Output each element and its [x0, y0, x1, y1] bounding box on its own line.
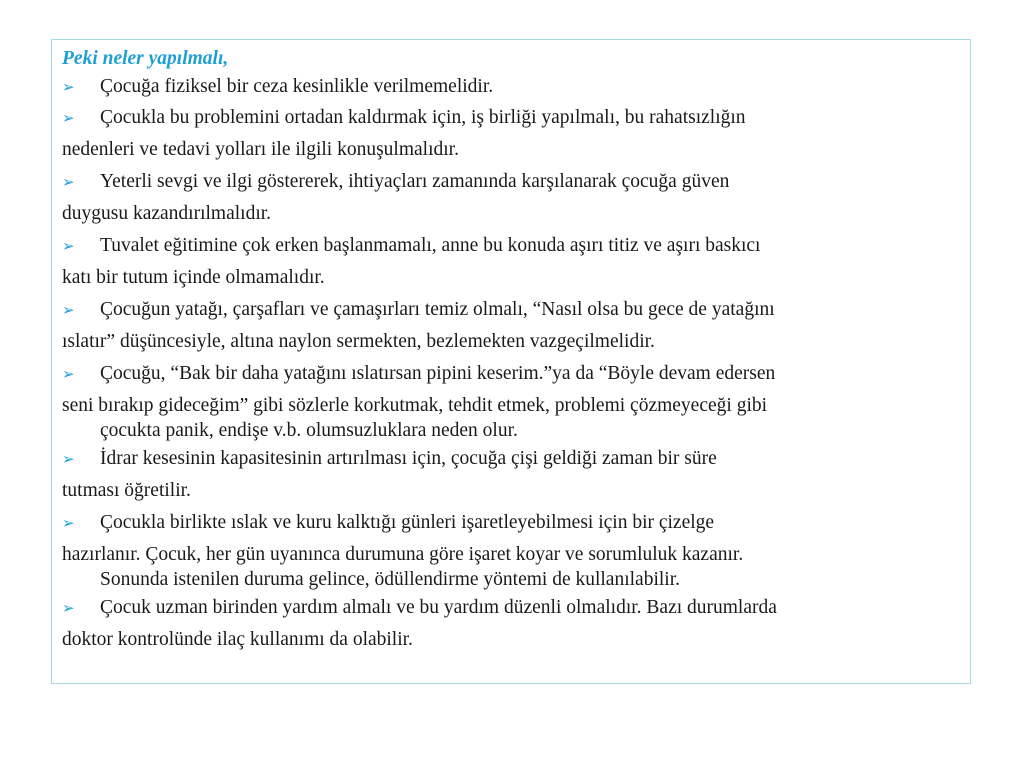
arrow-bullet-icon: ➢ — [62, 365, 75, 383]
arrow-bullet-icon: ➢ — [62, 237, 75, 255]
item-text: Çocuğa fiziksel bir ceza kesinlikle verilmemelidir. — [100, 76, 494, 97]
item-text-continued: duygusu kazandırılmalıdır. — [62, 203, 272, 224]
item-text-continued: çocukta panik, endişe v.b. olumsuzluklara neden olur. — [100, 420, 518, 441]
item-text: İdrar kesesinin kapasitesinin artırılması için, çocuğa çişi geldiği zaman bir süre — [100, 448, 717, 469]
item-text-continued: seni bırakıp gideceğim” gibi sözlerle korkutmak, tehdit etmek, problemi çözmeyeceği gibi — [62, 395, 768, 416]
list-item — [62, 294, 960, 358]
arrow-bullet-icon: ➢ — [62, 301, 75, 319]
list-item — [62, 230, 960, 294]
item-text: Tuvalet eğitimine çok erken başlanmamalı, anne bu konuda aşırı titiz ve aşırı baskıcı — [100, 235, 761, 256]
arrow-bullet-icon: ➢ — [62, 78, 75, 96]
list-item — [62, 358, 960, 443]
list-item — [62, 166, 960, 230]
item-text-continued: ıslatır” düşüncesiyle, altına naylon sermekten, bezlemekten vazgeçilmelidir. — [62, 331, 655, 352]
item-text-continued: katı bir tutum içinde olmamalıdır. — [62, 267, 325, 288]
arrow-bullet-icon: ➢ — [62, 599, 75, 617]
heading: Peki neler yapılmalı, — [62, 48, 229, 69]
item-text-continued: hazırlanır. Çocuk, her gün uyanınca durumuna göre işaret koyar ve sorumluluk kazanır. — [62, 544, 744, 565]
arrow-bullet-icon: ➢ — [62, 173, 75, 191]
arrow-bullet-icon: ➢ — [62, 109, 75, 127]
item-text: Çocuğun yatağı, çarşafları ve çamaşırları temiz olmalı, “Nasıl olsa bu gece de yatağını — [100, 299, 775, 320]
item-text: Çocuk uzman birinden yardım almalı ve bu yardım düzenli olmalıdır. Bazı durumlarda — [100, 597, 777, 618]
item-text: Çocuğu, “Bak bir daha yatağını ıslatırsan pipini keserim.”ya da “Böyle devam edersen — [100, 363, 776, 384]
arrow-bullet-icon: ➢ — [62, 450, 75, 468]
item-text: Çocukla birlikte ıslak ve kuru kalktığı günleri işaretleyebilmesi için bir çizelge — [100, 512, 715, 533]
item-text-continued: nedenleri ve tedavi yolları ile ilgili konuşulmalıdır. — [62, 139, 459, 160]
item-text: Yeterli sevgi ve ilgi göstererek, ihtiyaçları zamanında karşılanarak çocuğa güven — [100, 171, 730, 192]
item-text-continued: tutması öğretilir. — [62, 480, 191, 501]
item-text-continued: Sonunda istenilen duruma gelince, ödüllendirme yöntemi de kullanılabilir. — [100, 569, 681, 590]
item-text: Çocukla bu problemini ortadan kaldırmak için, iş birliği yapılmalı, bu rahatsızlığın — [100, 107, 746, 128]
list-item — [62, 507, 960, 592]
list-item — [62, 102, 960, 166]
list-item — [62, 72, 960, 102]
arrow-bullet-icon: ➢ — [62, 514, 75, 532]
content-text-box — [51, 39, 971, 684]
item-text-continued: doktor kontrolünde ilaç kullanımı da olabilir. — [62, 629, 413, 650]
list-item — [62, 443, 960, 507]
list-item — [62, 592, 960, 656]
